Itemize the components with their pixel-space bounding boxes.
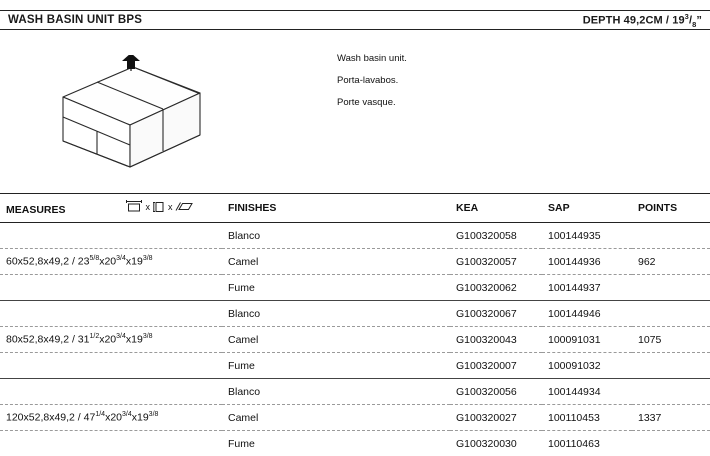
measure-sup-2: 3/4 bbox=[116, 333, 126, 340]
finish-cell: Fume bbox=[222, 275, 450, 301]
measure-main: 80x52,8x49,2 / 31 bbox=[6, 334, 89, 346]
column-header-points: POINTS bbox=[632, 194, 710, 223]
kea-cell: G100320057 bbox=[450, 249, 542, 275]
measure-cell-empty-4 bbox=[0, 353, 222, 379]
sap-cell: 100091031 bbox=[542, 327, 632, 353]
measure-sup-1: 1/4 bbox=[95, 411, 105, 418]
measure-cell bbox=[0, 327, 222, 353]
kea-cell: G100320067 bbox=[450, 301, 542, 327]
icon-separator-1: x bbox=[145, 202, 150, 212]
table-row bbox=[0, 379, 710, 405]
table-row bbox=[0, 327, 710, 353]
description-line-es: Porta-lavabos. bbox=[337, 70, 597, 92]
column-header-finishes: FINISHES bbox=[222, 194, 450, 223]
depth-fraction-denominator: 8 bbox=[692, 19, 696, 28]
sap-cell: 100144935 bbox=[542, 223, 632, 249]
depth-text: DEPTH 49,2CM / 19 bbox=[583, 14, 685, 26]
points-cell-empty-5 bbox=[632, 379, 710, 405]
measure-mid-2: x19 bbox=[132, 412, 149, 424]
points-cell-empty-3 bbox=[632, 301, 710, 327]
measure-sup-1: 1/2 bbox=[89, 333, 99, 340]
depth-fraction-slash: / bbox=[689, 14, 692, 26]
kea-cell: G100320058 bbox=[450, 223, 542, 249]
kea-cell: G100320043 bbox=[450, 327, 542, 353]
finish-cell: Camel bbox=[222, 405, 450, 431]
measure-cell bbox=[0, 405, 222, 431]
finish-cell: Blanco bbox=[222, 379, 450, 405]
kea-cell: G100320062 bbox=[450, 275, 542, 301]
product-description bbox=[337, 48, 597, 114]
table-row bbox=[0, 431, 710, 456]
sap-cell: 100144946 bbox=[542, 301, 632, 327]
finish-cell: Fume bbox=[222, 353, 450, 379]
depth-suffix: ” bbox=[696, 14, 702, 26]
finish-cell: Blanco bbox=[222, 301, 450, 327]
measure-sup-3: 3/8 bbox=[149, 411, 159, 418]
measure-mid-1: x20 bbox=[99, 256, 116, 268]
measure-sup-1: 5/8 bbox=[89, 255, 99, 262]
points-cell-empty-4 bbox=[632, 353, 710, 379]
sap-cell: 100091032 bbox=[542, 353, 632, 379]
measure-mid-1: x20 bbox=[99, 334, 116, 346]
column-header-sap: SAP bbox=[542, 194, 632, 223]
measure-mid-2: x19 bbox=[126, 334, 143, 346]
measure-main: 120x52,8x49,2 / 47 bbox=[6, 412, 95, 424]
measure-mid-1: x20 bbox=[105, 412, 122, 424]
page-header bbox=[0, 10, 710, 30]
depth-label bbox=[583, 12, 702, 29]
measure-sup-2: 3/4 bbox=[116, 255, 126, 262]
measure-cell-empty-1 bbox=[0, 223, 222, 249]
measure-sup-3: 3/8 bbox=[143, 333, 153, 340]
table-header-row bbox=[0, 194, 710, 223]
measure-cell-empty-5 bbox=[0, 379, 222, 405]
height-icon bbox=[153, 200, 165, 213]
measure-mid-2: x19 bbox=[126, 256, 143, 268]
kea-cell: G100320007 bbox=[450, 353, 542, 379]
wash-basin-unit-icon bbox=[55, 55, 305, 180]
points-cell: 1075 bbox=[632, 327, 710, 353]
column-header-kea: KEA bbox=[450, 194, 542, 223]
kea-cell: G100320056 bbox=[450, 379, 542, 405]
description-line-en: Wash basin unit. bbox=[337, 48, 597, 70]
sap-cell: 100110453 bbox=[542, 405, 632, 431]
table-row bbox=[0, 353, 710, 379]
sap-cell: 100144936 bbox=[542, 249, 632, 275]
icon-separator-2: x bbox=[168, 202, 173, 212]
points-cell-empty-1 bbox=[632, 223, 710, 249]
finish-cell: Blanco bbox=[222, 223, 450, 249]
dimension-icons bbox=[126, 200, 193, 213]
measure-cell-empty-2 bbox=[0, 275, 222, 301]
description-line-fr: Porte vasque. bbox=[337, 92, 597, 114]
product-drawing bbox=[55, 55, 305, 180]
specifications-table bbox=[0, 193, 710, 456]
measure-cell-empty-6 bbox=[0, 431, 222, 456]
sap-cell: 100144934 bbox=[542, 379, 632, 405]
points-cell-empty-6 bbox=[632, 431, 710, 456]
column-header-measures bbox=[0, 194, 222, 223]
points-cell-empty-2 bbox=[632, 275, 710, 301]
measure-sup-3: 3/8 bbox=[143, 255, 153, 262]
table-row bbox=[0, 301, 710, 327]
kea-cell: G100320030 bbox=[450, 431, 542, 456]
measure-cell-empty-3 bbox=[0, 301, 222, 327]
depth-icon bbox=[175, 200, 193, 213]
table-row bbox=[0, 249, 710, 275]
measure-main: 60x52,8x49,2 / 23 bbox=[6, 256, 89, 268]
finish-cell: Camel bbox=[222, 249, 450, 275]
points-cell: 1337 bbox=[632, 405, 710, 431]
kea-cell: G100320027 bbox=[450, 405, 542, 431]
page-title: WASH BASIN UNIT BPS bbox=[8, 14, 142, 26]
measure-cell bbox=[0, 249, 222, 275]
sap-cell: 100110463 bbox=[542, 431, 632, 456]
table-body bbox=[0, 223, 710, 456]
table-row bbox=[0, 275, 710, 301]
width-icon bbox=[126, 200, 142, 213]
finish-cell: Fume bbox=[222, 431, 450, 456]
sap-cell: 100144937 bbox=[542, 275, 632, 301]
table-row bbox=[0, 223, 710, 249]
measures-label: MEASURES bbox=[6, 204, 66, 216]
finish-cell: Camel bbox=[222, 327, 450, 353]
table-row bbox=[0, 405, 710, 431]
depth-fraction-numerator: 3 bbox=[685, 12, 689, 21]
measure-sup-2: 3/4 bbox=[122, 411, 132, 418]
points-cell: 962 bbox=[632, 249, 710, 275]
